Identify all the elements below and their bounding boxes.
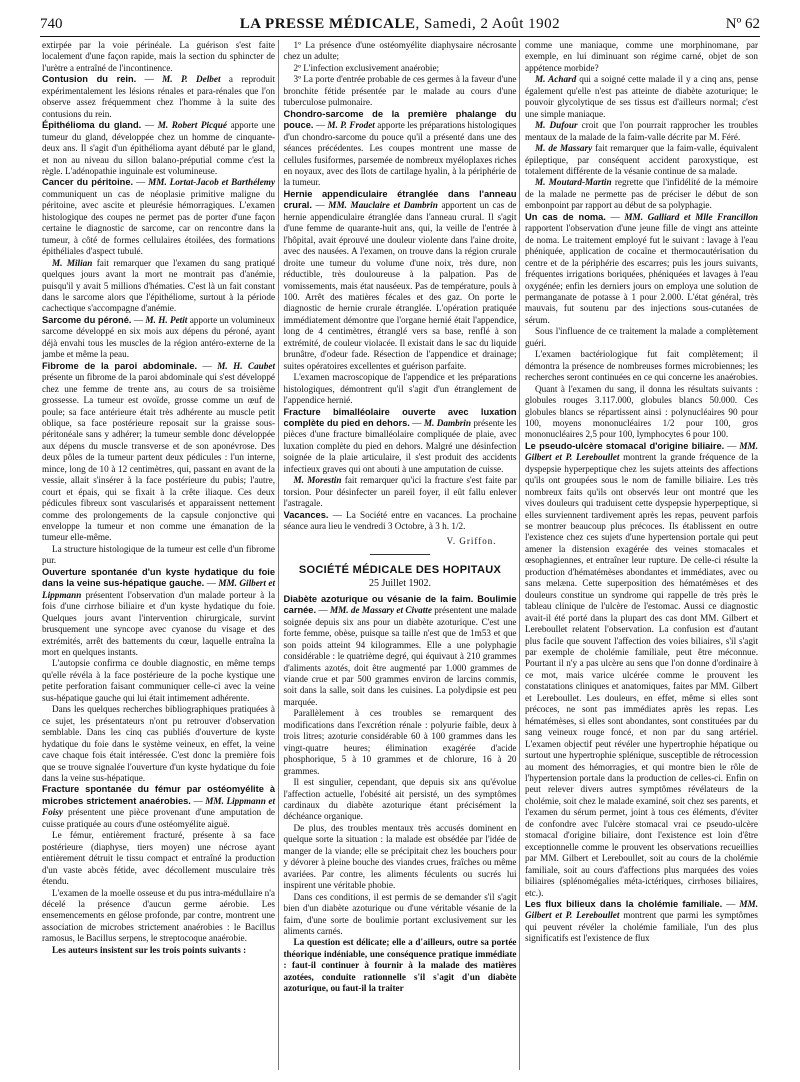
article-author: MM. de Massary et Civatte: [329, 605, 432, 616]
article-title: Diabète azoturique ou vésanie de la faim. Boulimie carnée.: [283, 593, 517, 616]
article-text: présente un fibrome de la paroi abdominale qui s'est développé chez une femme de trente ans, au cours de sa troisième grossesse. La tumeur est ovoïde, grosse comme un œuf de poule; sa face antérieure était très adhérente au muscle petit oblique, sa face postérieure reposait sur la graisse sous-péritonéale sans y adhérer; la tumeur semble donc développée aux dépens du muscle transverse et de son aponévrose. Des deux pôles de la tumeur partent deux pédicules : l'un interne, mince, long de 10 à 12 centimètres, qui, passant en avant de la vessie, allait s'insérer à la face postérieure du pubis; l'autre, court et épais, qui se fixait à la crête iliaque. Ces deux pédicules fibreux sont vascularisés et apparaissent nettement comme des prolongements de la capsule conjonctive qui enveloppe la tumeur et non comme une émanation de la tumeur elle-même.: [42, 372, 276, 543]
article-text: montrent la grande fréquence de la dyspepsie hyperpeptique chez les sujets atteints des affections qu'ils ont groupées sous le nom de famille biliaire. Les très nombreux faits qu'ils ont observés leur ont montré que les vives douleurs qui traduisent cette dyspepsie hyperpeptique, si elles surviennent tardivement après les repas, peuvent parfois se montrer beaucoup plus précoces. Ils établissent en outre l'existence chez ces sujets d'une hypertension portale qui peut amener la distension exagérée des veines stomacales et œsophagiennes, et entraîner leur rupture. De celle-ci résulte la production d'hématémèses abondantes et immédiates, avec ou sans melæna. Cette superposition des hématémèses et des douleurs constitue un syndrome qui rappelle de très près le tableau clinique de l'ulcère de l'estomac. Aussi ce diagnostic avait-il été porté dans la plupart des cas dont MM. Gilbert et Lereboullet relatent l'observation. La confusion est d'autant plus facile que souvent l'affection des voies biliaires, s'il s'agit par exemple de cholémie familiale, peut être méconnue. Pourtant il n'y a pas ulcère au sens que l'on donne d'ordinaire à ce mot, mais varice ulcérée comme le prouvent les constatations cliniques et anatomiques, faites par MM. Gilbert et Lereboullet. Les douleurs, en effet, même si elles sont précoces, ne sont pas immédiates après les repas. Les hématémèses, si elles sont abondantes, sont constituées par du sang veineux rouge foncé, et non par du sang artériel. L'examen objectif peut révéler une hypertrophie hépatique ou surtout une hypertrophie splénique, susceptible de rétrocession au moment des hémorragies, et qui montre bien le rôle de l'hypertension portale dans la production de celles-ci. Enfin on peut relever divers autres symptômes révélateurs de la cholémie, soit chez le malade examiné, soit chez ses parents, et l'examen du sérum permet, joint à tous ces éléments, d'éviter de confondre avec l'ulcère stomacal vrai ce pseudo-ulcère stomacal d'origine biliaire, dont l'existence est loin d'être exceptionnelle comme le prouvent les observations recueillies par MM. Gilbert et Lereboullet, soit au cours de la cholémie familiale, soit au cours d'affections plus marquées des voies biliaires (splénomégalies méta-ictériques, cirrhoses biliaires, etc.).: [525, 452, 759, 898]
article-text: apporte une tumeur du gland, développée chez un homme de cinquante-deux ans. Il s'agit d'un épithélioma ayant débuté par le gland, et non au niveau du sillon balano-préputial comme c'est la règle. L'adénopathie inguinale est volumineuse.: [42, 120, 276, 176]
paragraph: L'autopsie confirma ce double diagnostic, en même temps qu'elle révéla à la face postérieure de la poche kystique une petite perforation faisant communiquer celle-ci avec la veine sus-hépatique gauche qui lui était intimement adhérente.: [42, 658, 276, 703]
discussion-text: fait remarquer qu'ici la fracture s'est faite par torsion. Pour désinfecter un pareil foyer, il eût fallu enlever l'astragale.: [283, 475, 517, 509]
article-title: Fracture spontanée du fémur par ostéomyélite à microbes strictement anaérobies.: [42, 784, 276, 806]
article-text: La Société entre en vacances. La prochaine séance aura lieu le vendredi 3 Octobre, à 3 h. 1/2.: [283, 509, 517, 532]
article-author: MM. Mauclaire et Dambrin: [328, 200, 438, 211]
article-author: M. H. Petit: [145, 314, 188, 325]
article-author: MM. Galliard et Mlle Francillon: [624, 211, 759, 222]
article-author: M. Dambrin: [423, 417, 471, 428]
article-text: présentent une malade soignée depuis six ans pour un diabète azoturique. C'est une forte femme, obèse, puisque sa taille n'est que de 1m53 et que son poids atteint 94 kilogrammes. Elle a une polyphagie considérable : le quatrième degré, qui équivaut à 210 grammes d'aliments azotés, doit être augmenté par 1.000 grammes de viande crue et par 500 grammes environ de larcins commis, soit dans la salle, soit dans les cuisines. La polydipsie est peu marquée.: [283, 605, 517, 707]
article-author: M. P. Frodet: [327, 120, 375, 131]
article-text: présentent une pièce provenant d'une amputation de cuisse pratiquée au cours d'une ostéomyélite aiguë.: [42, 807, 276, 829]
paragraph: Les auteurs insistent sur les trois points suivants :: [52, 944, 247, 955]
article-author: M. H. Caubet: [217, 360, 276, 371]
section-date: 25 Juillet 1902.: [369, 578, 431, 590]
journal-name: LA PRESSE MÉDICALE: [239, 16, 416, 32]
article-title: Chondro-sarcome de la première phalange du pouce.: [283, 108, 517, 131]
paragraph: Le fémur, entièrement fracturé, présente à sa face postérieure (diaphyse, tiers moyen) une nécrose ayant entièrement détruit le tissu compact et entraîné la production d'un vaste abcès fétide, avec décollement musculaire très étendu.: [42, 830, 276, 887]
article-text: présentent l'observation d'un malade porteur à la fois d'une cirrhose biliaire et d'un kyste hydatique du foie. Quelques jours avant l'intervention chirurgicale, survint brusquement une syncope avec cyanose du visage et des extrémités, arrêt des battements du cœur, laquelle entraîna la mort en quelques instants.: [42, 589, 276, 658]
issue-date: , Samedi, 2 Août 1902: [415, 16, 561, 32]
article-title: Contusion du rein.: [42, 74, 137, 85]
column-3: comme une maniaque, comme une morphinomane, par exemple, en lui diminuant son régime carné, objet de son appétence morbide? M. Achard qui a soigné cette malade il y a cinq ans, pense également qu'elle n'est pas atteinte de diabète azoturique; le pouvoir glycolytique de ses tissus est d'ailleurs normal; c'est une simple maniaque. M. Dufour croit que l'on pourrait rapprocher les troubles mentaux de la malade de la faim-valle décrite par M. Féré. M. de Massary fait remarquer que la faim-valle, équivalent épileptique, par conséquent accident paroxystique, est totalement différente de la vésanie continue de sa malade. M. Moutard-Martin regrette que l'infidélité de la mémoire de la malade ne permette pas de préciser le début de son embonpoint par rapport au début de sa polyphagie. Un cas de noma. — MM. Galliard et Mlle Francillon rapportent l'observation d'une jeune fille de vingt ans atteinte de noma. Le traitement employé fut le suivant : lavage à l'eau phéniquée, application de cocaïne et thermocautérisation du centre et de la périphérie des escarres; puis les jours suivants, fréquentes irrigations boriquées, phéniquées et lavages à l'eau oxygénée; enfin les derniers jours on employa une solution de permanganate de potasse à 1 pour 2.000. L'état général, très mauvais, fut soutenu par des injections sous-cutanées de sérum. Sous l'influence de ce traitement la malade a complètement guéri. L'examen bactériologique fut fait complètement; il démontra la présence de nombreuses formes microbiennes; les recherches seront continuées en ce qui concerne les anaérobies. Quant à l'examen du sang, il donna les résultats suivants : globules rouges 3.117.000, globules blancs 50.000. Ces globules blancs se répartissent ainsi : polynucléaires 90 pour 100, moyens mononucléaires 1/2 pour 100, gros mononucléaires 2,5 pour 100, lymphocytes 6 pour 100. Le pseudo-ulcère stomacal d'origine biliaire. — MM. Gilbert et P. Lereboullet montrent la grande fréquence de la dyspepsie hyperpeptique chez les sujets atteints des affections qu'ils ont groupées sous le nom de famille biliaire. Les très nombreux faits qu'ils ont observés leur ont montré que les vives douleurs qui traduisent cette dyspepsie hyperpeptique, si elles surviennent tardivement après les repas, peuvent parfois se montrer beaucoup plus précoces. Ils établissent en outre l'existence chez ces sujets d'une hypertension portale qui peut amener la distension exagérée des veines stomacales et œsophagiennes, et entraîner leur rupture. De celle-ci résulte la production d'hématémèses abondantes et immédiates, avec ou sans melæna. Cette superposition des hématémèses et des douleurs constitue un syndrome qui rappelle de très près le tableau clinique de l'ulcère de l'estomac. Aussi ce diagnostic avait-il été porté dans la plupart des cas dont MM. Gilbert et Lereboullet relatent l'observation. La confusion est d'autant plus facile que souvent l'affection des voies biliaires, s'il s'agit par exemple de cholémie familiale, peut être méconnue. Pourtant il n'y a pas ulcère au sens que l'on donne d'ordinaire à ce mot, mais varice ulcérée comme le prouvent les constatations cliniques et anatomiques, faites par MM. Gilbert et Lereboullet. Les douleurs, en effet, même si elles sont précoces, ne sont pas immédiates après les repas. Les hématémèses, si elles sont abondantes, sont constituées par du sang veineux rouge foncé, et non par du sang artériel. L'examen objectif peut révéler une hypertrophie hépatique ou surtout une hypertrophie splénique, susceptible de rétrocession au moment des hémorragies, et qui montre bien le rôle de l'hypertension portale dans la production de celles-ci. Enfin on peut relever divers autres symptômes révélateurs de la cholémie, soit chez le malade examiné, soit chez ses parents, et l'examen du sérum permet, joint à tous ces éléments, d'éviter de confondre avec l'ulcère stomacal vrai ce pseudo-ulcère stomacal d'origine biliaire, dont l'existence est loin d'être exceptionnelle comme le prouvent les observations recueillies par MM. Gilbert et Lereboullet, soit au cours de la cholémie familiale, soit au cours d'affections plus marquées des voies biliaires (splénomégalies méta-ictériques, cirrhoses biliaires, etc.). Les flux bilieux dans la cholémie familiale. — MM. Gilbert et P. Lereboullet montrent que parmi les symptômes qui peuvent révéler la cholémie familiale, l'un des plus significatifs est l'existence de flux: [525, 40, 759, 944]
list-item: 3º La porte d'entrée probable de ces germes à la faveur d'une bronchite fétide présentée par le malade au cours d'une tuberculose pulmonaire.: [283, 74, 517, 108]
article-title: Le pseudo-ulcère stomacal d'origine biliaire.: [525, 440, 725, 451]
paragraph: Quant à l'examen du sang, il donna les résultats suivants : globules rouges 3.117.000, globules blancs 50.000. Ces globules blancs se répartissent ainsi : polynucléaires 90 pour 100, moyens mononucléaires 1/2 pour 100, gros mononucléaires 2,5 pour 100, lymphocytes 6 pour 100.: [525, 383, 759, 440]
article-author: MM. Gilbert et Lippmann: [42, 578, 276, 600]
discussion-text: fait remarquer que l'examen du sang pratiqué quelques jours avant la mort ne montrait pas d'anémie, puisqu'il y avait 5 millions d'hématies. C'est là un fait constant dans le sarcome alors que l'épithéliome, surtout à la période cachectique s'accompagne d'anémie.: [42, 257, 276, 314]
column-2: 1º La présence d'une ostéomyélite diaphysaire nécrosante chez un adulte; 2º L'infection exclusivement anaérobie; 3º La porte d'entrée probable de ces germes à la faveur d'une bronchite fétide présentée par le malade au cours d'une tuberculose pulmonaire. Chondro-sarcome de la première phalange du pouce. — M. P. Frodet apporte les préparations histologiques d'un chondro-sarcome du pouce qu'il a présenté dans une des séances précédentes. Les coupes montrent une masse de cellules fusiformes, parsemée de nombreux myéloplaxes riches en noyaux, avec des îlots de cartilage hyalin, à la périphérie de la tumeur. Hernie appendiculaire étranglée dans l'anneau crural. — MM. Mauclaire et Dambrin apportent un cas de hernie appendiculaire étranglée dans l'anneau crural. Il s'agit d'une femme de quarante-huit ans, qui, la veille de l'entrée à l'hôpital, avait éprouvé une douleur violente dans l'aine droite, avec des nausées. A l'examen, on trouve dans la région crurale droite une tumeur du volume d'une noix, très dure, non réductible, très douloureuse à la palpation. Pas de vomissements, mais état nauséeux. Pas de température, pouls à 100. Arrêt des matières fécales et des gaz. On porte le diagnostic de hernie crurale étranglée. L'opération pratiquée immédiatement démontre que l'organe hernié était l'appendice, long de 4 centimètres, étranglé vers sa base, renflé à son extrémité, de couleur violacée. Il existait dans le sac du liquide brunâtre, d'odeur fade. Résection de l'appendice et drainage; suites opératoires excellentes et guérison parfaite. L'examen macroscopique de l'appendice et les préparations histologiques, démontrent qu'il s'agit d'un étranglement de l'appendice hernié. Fracture bimalléolaire ouverte avec luxation complète du pied en dehors. — M. Dambrin présente les pièces d'une fracture bimalléolaire compliquée de plaie, avec luxation complète du pied en dehors. Malgré une désinfection soignée de la plaie articulaire, il s'est produit des accidents infectieux graves qui ont abouti à une amputation de cuisse. M. Morestin fait remarquer qu'ici la fracture s'est faite par torsion. Pour désinfecter un pareil foyer, il eût fallu enlever l'astragale. Vacances. — La Société entre en vacances. La prochaine séance aura lieu le vendredi 3 Octobre, à 3 h. 1/2. V. Griffon. SOCIÉTÉ MÉDICALE DES HOPITAUX 25 Juillet 1902. Diabète azoturique ou vésanie de la faim. Boulimie carnée. — MM. de Massary et Civatte présentent une malade soignée depuis six ans pour un diabète azoturique. C'est une forte femme, obèse, puisque sa taille n'est que de 1m53 et que son poids atteint 94 kilogrammes. Elle a une polyphagie considérable : le quatrième degré, qui équivaut à 210 grammes d'aliments azotés, doit être augmenté par 1.000 grammes de viande crue et par 500 grammes environ de larcins commis, soit dans la salle, soit dans les cuisines. La polydipsie est peu marquée. Parallèlement à ces troubles se remarquent des modifications dans l'excrétion rénale : polyurie faible, deux à trois litres; azoturie considérable 60 à 100 grammes dans les vingt-quatre heures; élimination exagérée d'acide phosphorique, 5 à 10 grammes et de chlorure, 16 à 20 grammes. Il est singulier, cependant, que depuis six ans qu'évolue l'affection actuelle, l'obésité ait persisté, un des symptômes cardinaux du diabète azoturique étant précisément la déchéance organique. De plus, des troubles mentaux très accusés dominent en quelque sorte la situation : la malade est obsédée par l'idée de manger de la viande; elle se précipitait chez les bouchers pour y dévorer à pleine bouche des viandes crues, fraîches ou même avariées. Par contre, les aliments féculents ou sucrés lui inspirent une véritable phobie. Dans ces conditions, il est permis de se demander s'il s'agit bien d'un diabète azoturique ou d'une véritable vésanie de la faim, d'une sorte de boulimie portant exclusivement sur les aliments carnés. La question est délicate; elle a d'ailleurs, outre sa portée théorique indéniable, une conséquence pratique immédiate : faut-il continuer à fournir à la malade des matières azotées, conduite rationnelle s'il s'agit d'un diabète azoturique, ou faut-il la traiter: [283, 40, 517, 994]
discussant: M. Achard: [535, 74, 577, 85]
article-title: Les flux bilieux dans la cholémie familiale.: [525, 898, 723, 909]
paragraph: Dans ces conditions, il est permis de se demander s'il s'agit bien d'un diabète azoturique ou d'une véritable vésanie de la faim, d'une sorte de boulimie portant exclusivement sur les aliments carnés.: [283, 891, 517, 936]
article-title: Hernie appendiculaire étranglée dans l'anneau crural.: [283, 188, 517, 211]
article-title: Un cas de noma.: [525, 211, 606, 222]
paragraph: L'examen de la moelle osseuse et du pus intra-médullaire n'a décelé la présence d'aucun germe aérobie. Les ensemencements en gélose profonde, par contre, montrent une association de microbes strictement anaérobies : le Bacillus ramosus, le Bacillus serpens, le streptocoque anaérobie.: [42, 887, 276, 944]
discussant: M. Morestin: [293, 475, 342, 486]
paragraph: La structure histologique de la tumeur est celle d'un fibrome pur.: [42, 543, 276, 566]
paragraph: L'examen bactériologique fut fait complètement; il démontra la présence de nombreuses formes microbiennes; les recherches seront continuées en ce qui concerne les anaérobies.: [525, 349, 759, 383]
discussion: [525, 143, 758, 177]
article-title: Vacances.: [283, 509, 329, 520]
article-author: MM. Gilbert et P. Lereboullet: [525, 898, 759, 921]
discussion: [525, 120, 758, 143]
article-title: Cancer du péritoine.: [42, 177, 134, 188]
article-text: a reproduit expérimentalement les lésions rénales et para-rénales que l'on observe assez fréquemment chez l'homme à la suite des contusions du rein.: [42, 74, 276, 119]
article-text: apporte les préparations histologiques d'un chondro-sarcome du pouce qu'il a présenté dans une des séances précédentes. Les coupes montrent une masse de cellules fusiformes, parsemée de nombreux myéloplaxes riches en noyaux, avec des îlots de cartilage hyalin, à la périphérie de la tumeur.: [283, 120, 517, 188]
paragraph: De plus, des troubles mentaux très accusés dominent en quelque sorte la situation : la malade est obsédée par l'idée de manger de la viande; elle se précipitait chez les bouchers pour y dévorer à pleine bouche des viandes crues, fraîches ou même avariées. Par contre, les aliments féculents ou sucrés lui inspirent une véritable phobie.: [283, 822, 517, 891]
article-title: Fracture bimalléolaire ouverte avec luxation complète du pied en dehors.: [283, 406, 517, 428]
paragraph: Il est singulier, cependant, que depuis six ans qu'évolue l'affection actuelle, l'obésité ait persisté, un des symptômes cardinaux du diabète azoturique étant précisément la déchéance organique.: [283, 777, 517, 822]
article-text: apportent un cas de hernie appendiculaire étranglée dans l'anneau crural. Il s'agit d'une femme de quarante-huit ans, qui, la veille de l'entrée à l'hôpital, avait éprouvé une douleur violente dans l'aine droite, avec des nausées. A l'examen, on trouve dans la région crurale droite une tumeur du volume d'une noix, très dure, non réductible, très douloureuse à la palpation. Pas de vomissements, mais état nauséeux. Pas de température, pouls à 100. Arrêt des matières fécales et des gaz. On porte le diagnostic de hernie crurale étranglée. L'opération pratiquée immédiatement démontre que l'organe hernié était l'appendice, long de 4 centimètres, étranglé vers sa base, renflé à son extrémité, de couleur violacée. Il existait dans le sac du liquide brunâtre, d'odeur fade. Résection de l'appendice et drainage; suites opératoires excellentes et guérison parfaite.: [283, 200, 517, 371]
article-author: M. P. Delbet: [162, 74, 221, 85]
paragraph: comme une maniaque, comme une morphinomane, par exemple, en lui diminuant son régime carné, objet de son appétence morbide?: [525, 40, 759, 73]
discussion-text: fait remarquer que la faim-valle, équivalent épileptique, par conséquent accident paroxystique, est totalement différente de la vésanie continue de sa malade.: [525, 143, 759, 176]
discussion: [525, 177, 758, 211]
paragraph: L'examen macroscopique de l'appendice et les préparations histologiques, démontrent qu'il s'agit d'un étranglement de l'appendice hernié.: [283, 372, 517, 406]
header-rule: [40, 36, 760, 37]
article-columns: [40, 40, 760, 1070]
paragraph: Sous l'influence de ce traitement la malade a complètement guéri.: [525, 326, 759, 348]
discussion: [284, 475, 517, 509]
journal-title: [40, 16, 760, 33]
article-title: Sarcome du péroné.: [42, 314, 132, 325]
discussion: [42, 258, 275, 315]
discussion-text: qui a soigné cette malade il y a cinq ans, pense également qu'elle n'est pas atteinte de diabète azoturique; le pouvoir glycolytique de ses tissus est d'ailleurs normal; c'est une simple maniaque.: [525, 74, 759, 119]
discussant: M. Moutard-Martin: [535, 177, 612, 188]
article-text: communiquent un cas de néoplasie primitive maligne du péritoine, avec ascite et pleurésie hémorragiques. L'examen histologique des coupes ne permet pas de porter d'une façon certaine le diagnostic de sarcome, car on rencontre dans la tumeur, à côté de formes cellulaires étoilées, des formations épithéliales d'aspect tubulé.: [42, 188, 276, 257]
issue-number: Nº 62: [725, 16, 760, 32]
paragraph: Dans les quelques recherches bibliographiques pratiquées à ce sujet, les présentateurs n'ont pu retrouver d'observation semblable. Dans les cinq cas publiés d'ouverture de kyste hydatique du foie dans le système veineux, en effet, la veine cave chaque fois était intéressée. C'est donc la première fois que se trouve signalée l'ouverture d'un kyste hydatique du foie dans la veine sus-hépatique.: [42, 704, 276, 783]
discussion-text: regrette que l'infidélité de la mémoire de la malade ne permette pas de préciser le début de son embonpoint par rapport au début de sa polyphagie.: [525, 177, 759, 211]
signature: V. Griffon.: [446, 536, 497, 547]
article-text: apporte un volumineux sarcome développé en six mois aux dépens du péroné, ayant déjà envahi tous les muscles de la région antéro-externe de la jambe et même la peau.: [42, 314, 276, 360]
article-author: MM. Gilbert et P. Lereboullet: [525, 440, 759, 463]
paragraph: Parallèlement à ces troubles se remarquent des modifications dans l'excrétion rénale : polyurie faible, deux à trois litres; azoturie considérable 60 à 100 grammes dans les vingt-quatre heures; élimination exagérée d'acide phosphorique, 5 à 10 grammes et de chlorure, 16 à 20 grammes.: [283, 708, 517, 776]
page-header: [40, 14, 760, 38]
discussant: M. de Massary: [535, 143, 593, 154]
section-divider: [370, 554, 430, 555]
column-1: extirpée par la voie périnéale. La guérison s'est faite localement d'une façon rapide, mais la section du sphincter de l'urètre a entraîné de l'incontinence. Contusion du rein. — M. P. Delbet a reproduit expérimentalement les lésions rénales et para-rénales que l'on observe assez fréquemment chez l'homme à la suite des contusions du rein. Épithélioma du gland. — M. Robert Picqué apporte une tumeur du gland, développée chez un homme de cinquante-deux ans. Il s'agit d'un épithélioma ayant débuté par le gland, et non au niveau du sillon balano-préputial comme c'est la règle. L'adénopathie inguinale est volumineuse. Cancer du péritoine. — MM. Lortat-Jacob et Barthélemy communiquent un cas de néoplasie primitive maligne du péritoine, avec ascite et pleurésie hémorragiques. L'examen histologique des coupes ne permet pas de porter d'une façon certaine le diagnostic de sarcome, car on rencontre dans la tumeur, à côté de formes cellulaires étoilées, des formations épithéliales d'aspect tubulé. M. Milian fait remarquer que l'examen du sang pratiqué quelques jours avant la mort ne montrait pas d'anémie, puisqu'il y avait 5 millions d'hématies. C'est là un fait constant dans le sarcome alors que l'épithéliome, surtout à la période cachectique s'accompagne d'anémie. Sarcome du péroné. — M. H. Petit apporte un volumineux sarcome développé en six mois aux dépens du péroné, ayant déjà envahi tous les muscles de la région antéro-externe de la jambe et même la peau. Fibrome de la paroi abdominale. — M. H. Caubet présente un fibrome de la paroi abdominale qui s'est développé chez une femme de trente ans, au cours de sa troisième grossesse. La tumeur est ovoïde, grosse comme un œuf de poule; sa face antérieure était très adhérente au muscle petit oblique, sa face postérieure reposait sur la graisse sous-péritonéale sans y adhérer; la tumeur semble donc développée aux dépens du muscle transverse et de son aponévrose. Des deux pôles de la tumeur partent deux pédicules : l'un interne, mince, long de 10 à 12 centimètres, qui, passant en avant de la vessie, allait s'insérer à la face postérieure du pubis; l'autre, court et épais, qui se fixait à la crête iliaque. Ces deux pédicules fibreux sont vascularisés et apparaissent nettement comme des prolongements de la capsule conjonctive qui enveloppe la tumeur et non comme une émanation de la tumeur elle-même. La structure histologique de la tumeur est celle d'un fibrome pur. Ouverture spontanée d'un kyste hydatique du foie dans la veine sus-hépatique gauche. — MM. Gilbert et Lippmann présentent l'observation d'un malade porteur à la fois d'une cirrhose biliaire et d'un kyste hydatique du foie. Quelques jours avant l'intervention chirurgicale, survint brusquement une syncope avec cyanose du visage et des extrémités, arrêt des battements du cœur, laquelle entraîna la mort en quelques instants. L'autopsie confirma ce double diagnostic, en même temps qu'elle révéla à la face postérieure de la poche kystique une petite perforation faisant communiquer celle-ci avec la veine sus-hépatique gauche qui lui était intimement adhérente. Dans les quelques recherches bibliographiques pratiquées à ce sujet, les présentateurs n'ont pu retrouver d'observation semblable. Dans les cinq cas publiés d'ouverture de kyste hydatique du foie dans le système veineux, en effet, la veine cave chaque fois était intéressée. C'est donc la première fois que se trouve signalée l'ouverture d'un kyste hydatique du foie dans la veine sus-hépatique. Fracture spontanée du fémur par ostéomyélite à microbes strictement anaérobies. — MM. Lippmann et Foisy présentent une pièce provenant d'une amputation de cuisse pratiquée au cours d'une ostéomyélite aiguë. Le fémur, entièrement fracturé, présente à sa face postérieure (diaphyse, tiers moyen) une nécrose ayant entièrement détruit le tissu compact et entraîné la production d'un vaste abcès fétide, avec décollement musculaire très étendu. L'examen de la moelle osseuse et du pus intra-médullaire n'a décelé la présence d'aucun germe aérobie. Les ensemencements en gélose profonde, par contre, montrent une association de microbes strictement anaérobies : le Bacillus ramosus, le Bacillus serpens, le streptocoque anaérobie. Les auteurs insistent sur les trois points suivants :: [42, 40, 276, 955]
article-author: MM. Lortat-Jacob et Barthélemy: [148, 177, 276, 188]
article-author: M. Robert Picqué: [157, 120, 227, 131]
list-item: 2º L'infection exclusivement anaérobie;: [293, 62, 440, 73]
article-text: rapportent l'observation d'une jeune fille de vingt ans atteinte de noma. Le traitement employé fut le suivant : lavage à l'eau phéniquée, application de cocaïne et thermocautérisation du centre et de la périphérie des escarres; puis les jours suivants, fréquentes irrigations boriquées, phéniquées et lavages à l'eau oxygénée; enfin les derniers jours on employa une solution de permanganate de potasse à 1 pour 2.000. L'état général, très mauvais, fut soutenu par des injections sous-cutanées de sérum.: [525, 223, 759, 325]
list-item: 1º La présence d'une ostéomyélite diaphysaire nécrosante chez un adulte;: [283, 40, 517, 62]
discussion-text: croit que l'on pourrait rapprocher les troubles mentaux de la malade de la faim-valle décrite par M. Féré.: [525, 120, 759, 142]
article-title: Épithélioma du gland.: [42, 120, 142, 131]
discussant: M. Milian: [52, 257, 93, 268]
section-title: SOCIÉTÉ MÉDICALE DES HOPITAUX: [298, 563, 502, 576]
discussant: M. Dufour: [535, 120, 578, 131]
paragraph: La question est délicate; elle a d'ailleurs, outre sa portée théorique indéniable, une conséquence pratique immédiate : faut-il continuer à fournir à la malade des matières azotées, conduite rationnelle s'il s'agit d'un diabète azoturique, ou faut-il la traiter: [283, 937, 517, 994]
article-title: Fibrome de la paroi abdominale.: [42, 360, 198, 371]
discussion: [525, 74, 758, 120]
paragraph: extirpée par la voie périnéale. La guérison s'est faite localement d'une façon rapide, mais la section du sphincter de l'urètre a entraîné de l'incontinence.: [42, 40, 276, 73]
article-text: présente les pièces d'une fracture bimalléolaire compliquée de plaie, avec luxation complète du pied en dehors. Malgré une désinfection soignée de la plaie articulaire, il s'est produit des accidents infectieux graves qui ont abouti à une amputation de cuisse.: [283, 417, 517, 474]
article-title: Ouverture spontanée d'un kyste hydatique du foie dans la veine sus-hépatique gauche.: [42, 566, 276, 589]
article-author: MM. Lippmann et Foisy: [42, 795, 276, 818]
article-text: montrent que parmi les symptômes qui peuvent révéler la cholémie familiale, l'un des plus significatifs est l'existence de flux: [525, 910, 759, 944]
page-number: 740: [40, 16, 63, 32]
